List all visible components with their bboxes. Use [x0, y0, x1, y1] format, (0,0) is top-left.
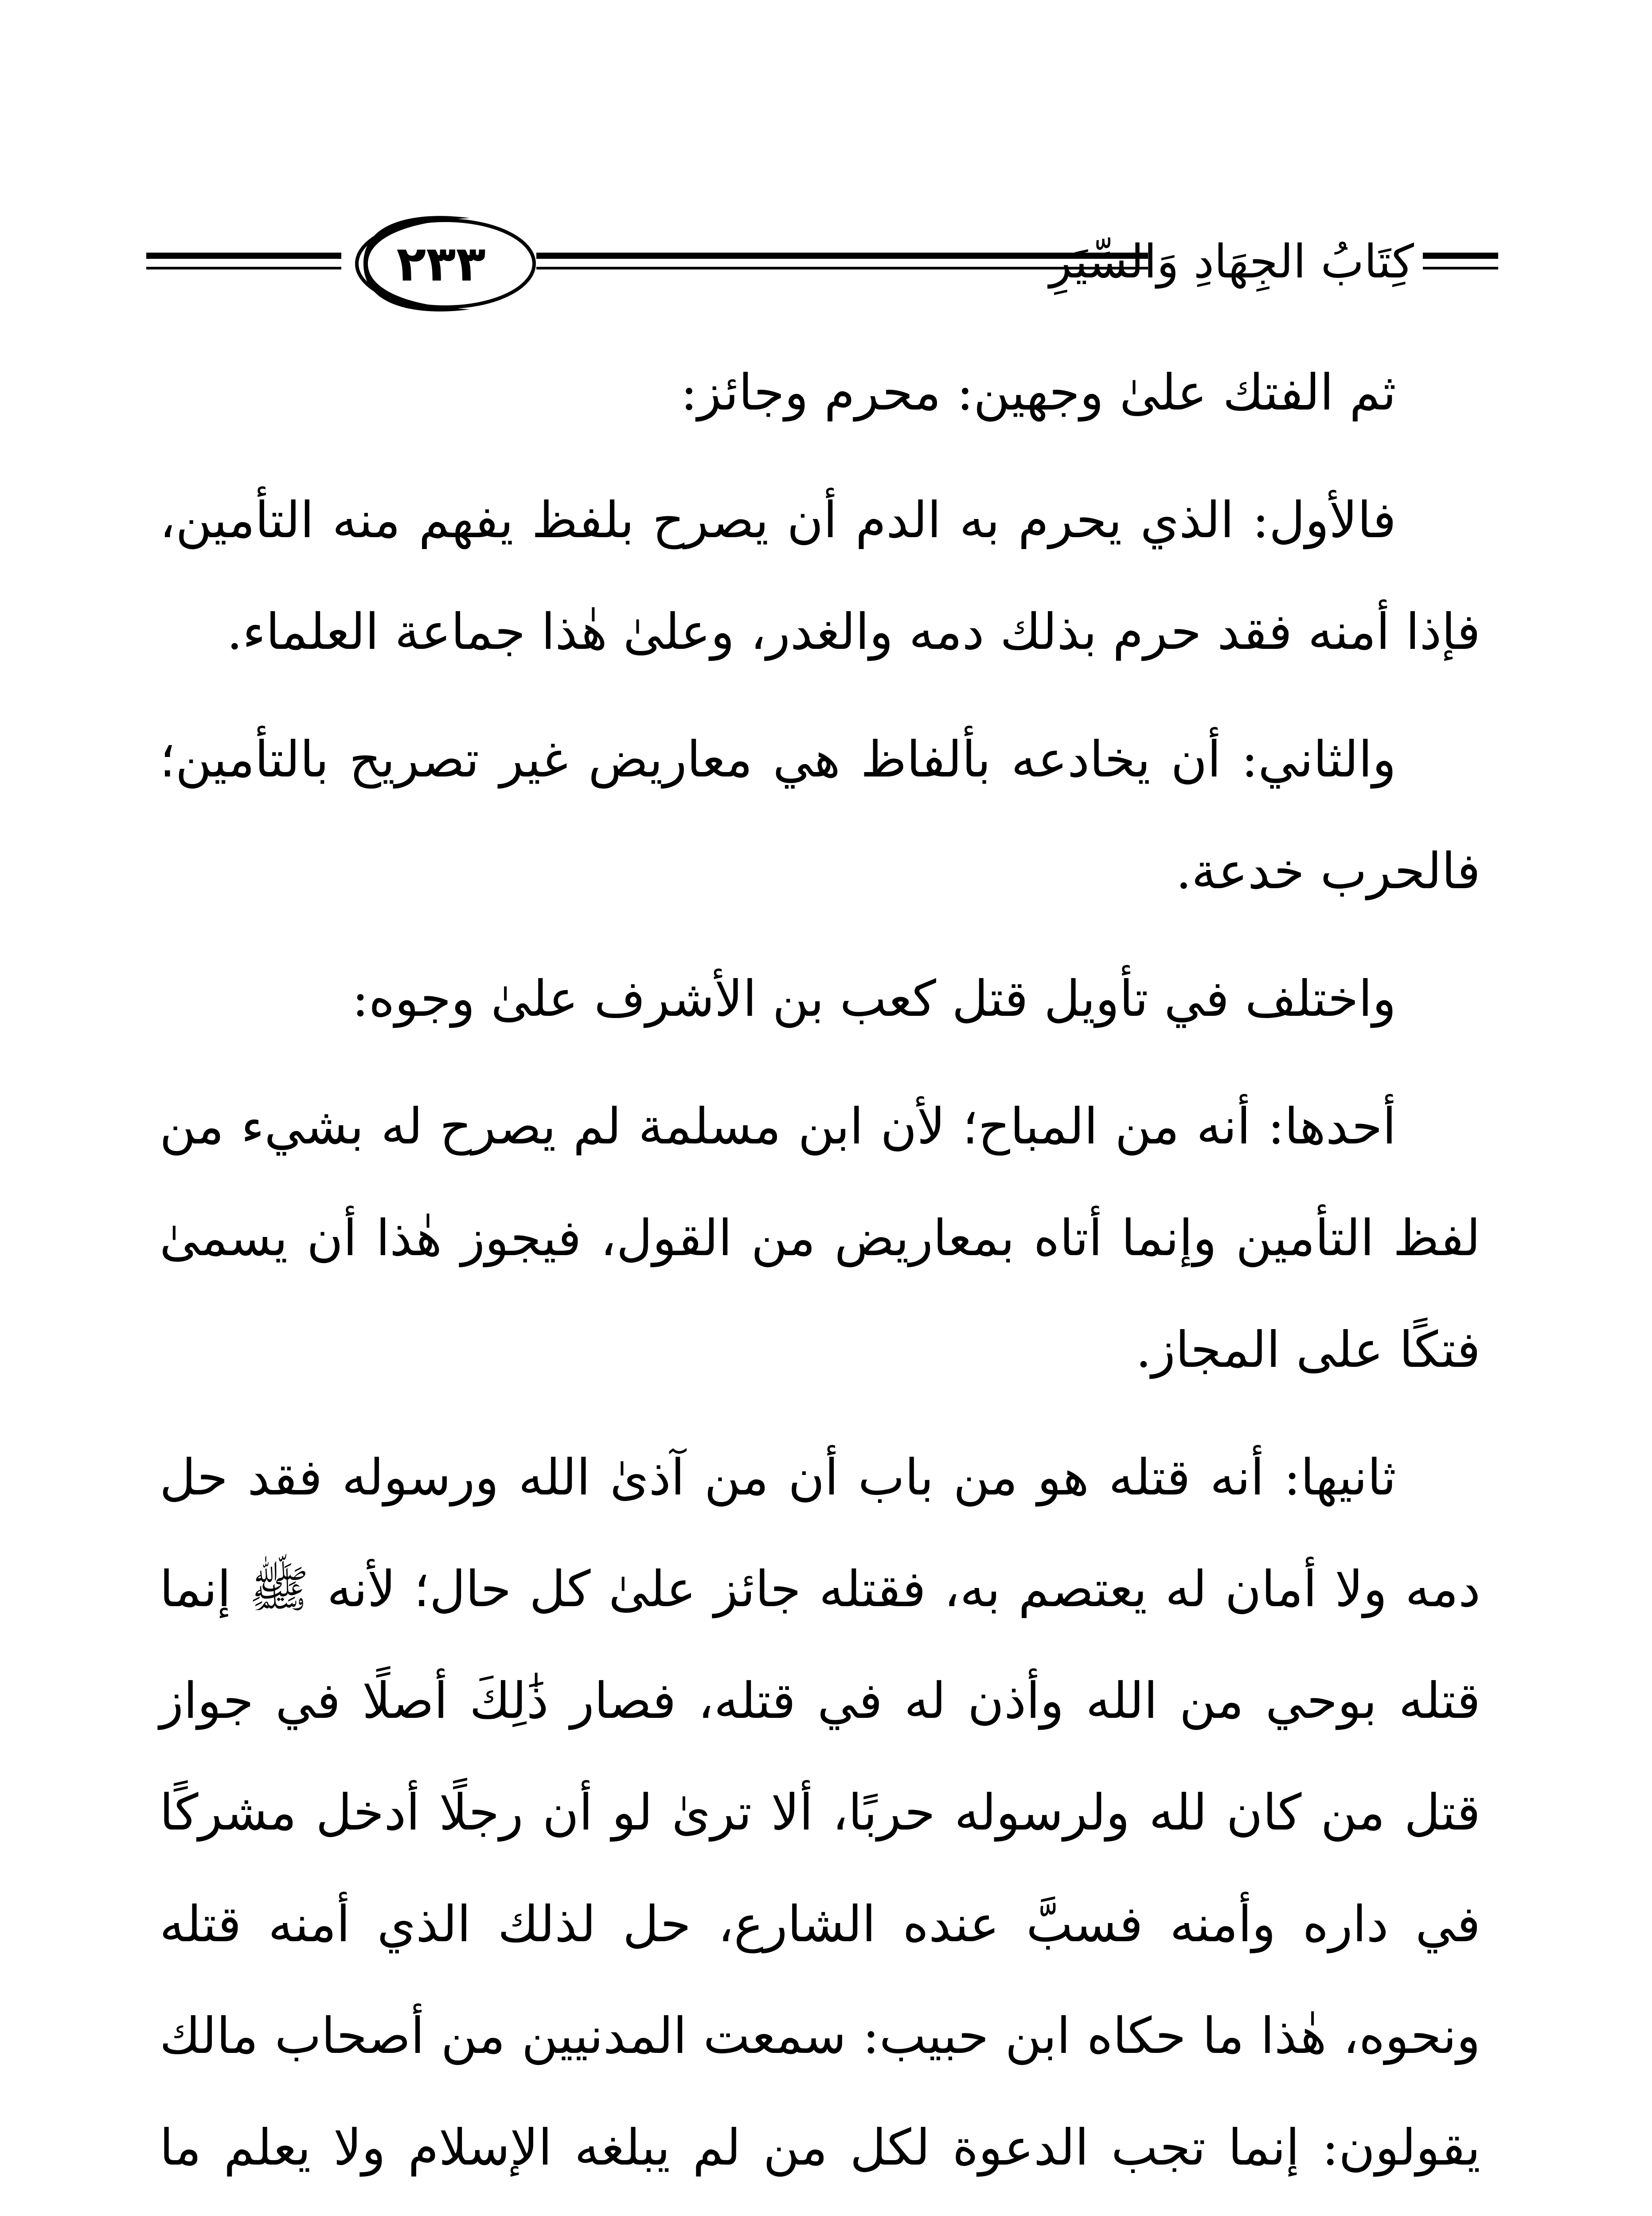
running-title: كِتَابُ الجِهَادِ وَالسِّيَرِ: [1049, 234, 1414, 289]
paragraph: أحدها: أنه من المباح؛ لأن ابن مسلمة لم يصرح له بشيء من لفظ التأمين وإنما أتاه بمعاريض من القول، فيجوز هٰذا أن يسمىٰ فتكًا على المجاز.: [160, 1098, 1480, 1379]
header-rule: [146, 253, 341, 259]
paragraph: واختلف في تأويل قتل كعب بن الأشرف علىٰ وجوه:: [352, 970, 1396, 1028]
header-rule: [1423, 253, 1498, 259]
page-number-badge: [337, 208, 545, 319]
paragraph: ثم الفتك علىٰ وجهين: محرم وجائز:: [680, 364, 1396, 421]
paragraph: فالأول: الذي يحرم به الدم أن يصرح بلفظ يفهم منه التأمين، فإذا أمنه فقد حرم بذلك دمه والغدر، وعلىٰ هٰذا جماعة العلماء.: [160, 492, 1480, 661]
paragraph: والثاني: أن يخادعه بألفاظ هي معاريض غير تصريح بالتأمين؛ فالحرب خدعة.: [160, 731, 1480, 900]
header-rule: [1423, 267, 1498, 269]
main-text: [160, 337, 1480, 2216]
paragraph: [160, 1422, 1480, 2216]
page-number: ٢٣٣: [396, 235, 486, 292]
paragraph-text: ثانيها: أنه قتله هو من باب أن من آذىٰ الله ورسوله فقد حل دمه ولا أمان له يعتصم به، فقتله جائز علىٰ كل حال؛ لأنه ﷺ إنما قتله بوحي من الله وأذن له في قتله، فصار ذَٰلِكَ أصلًا في جواز قتل من كان لله ولرسوله حربًا، ألا ترىٰ لو أن رجلًا أدخل مشركًا في داره وأمنه فسبَّ عنده الشارع، حل لذلك الذي أمنه قتله ونحوه، هٰذا ما حكاه ابن حبيب: سمعت المدنيين من أصحاب مالك يقولون: إنما تجب الدعوة لكل من لم يبلغه الإسلام ولا يعلم ما: [160, 1449, 1481, 2177]
header-rule: [146, 267, 341, 269]
page-header: [146, 195, 1498, 328]
